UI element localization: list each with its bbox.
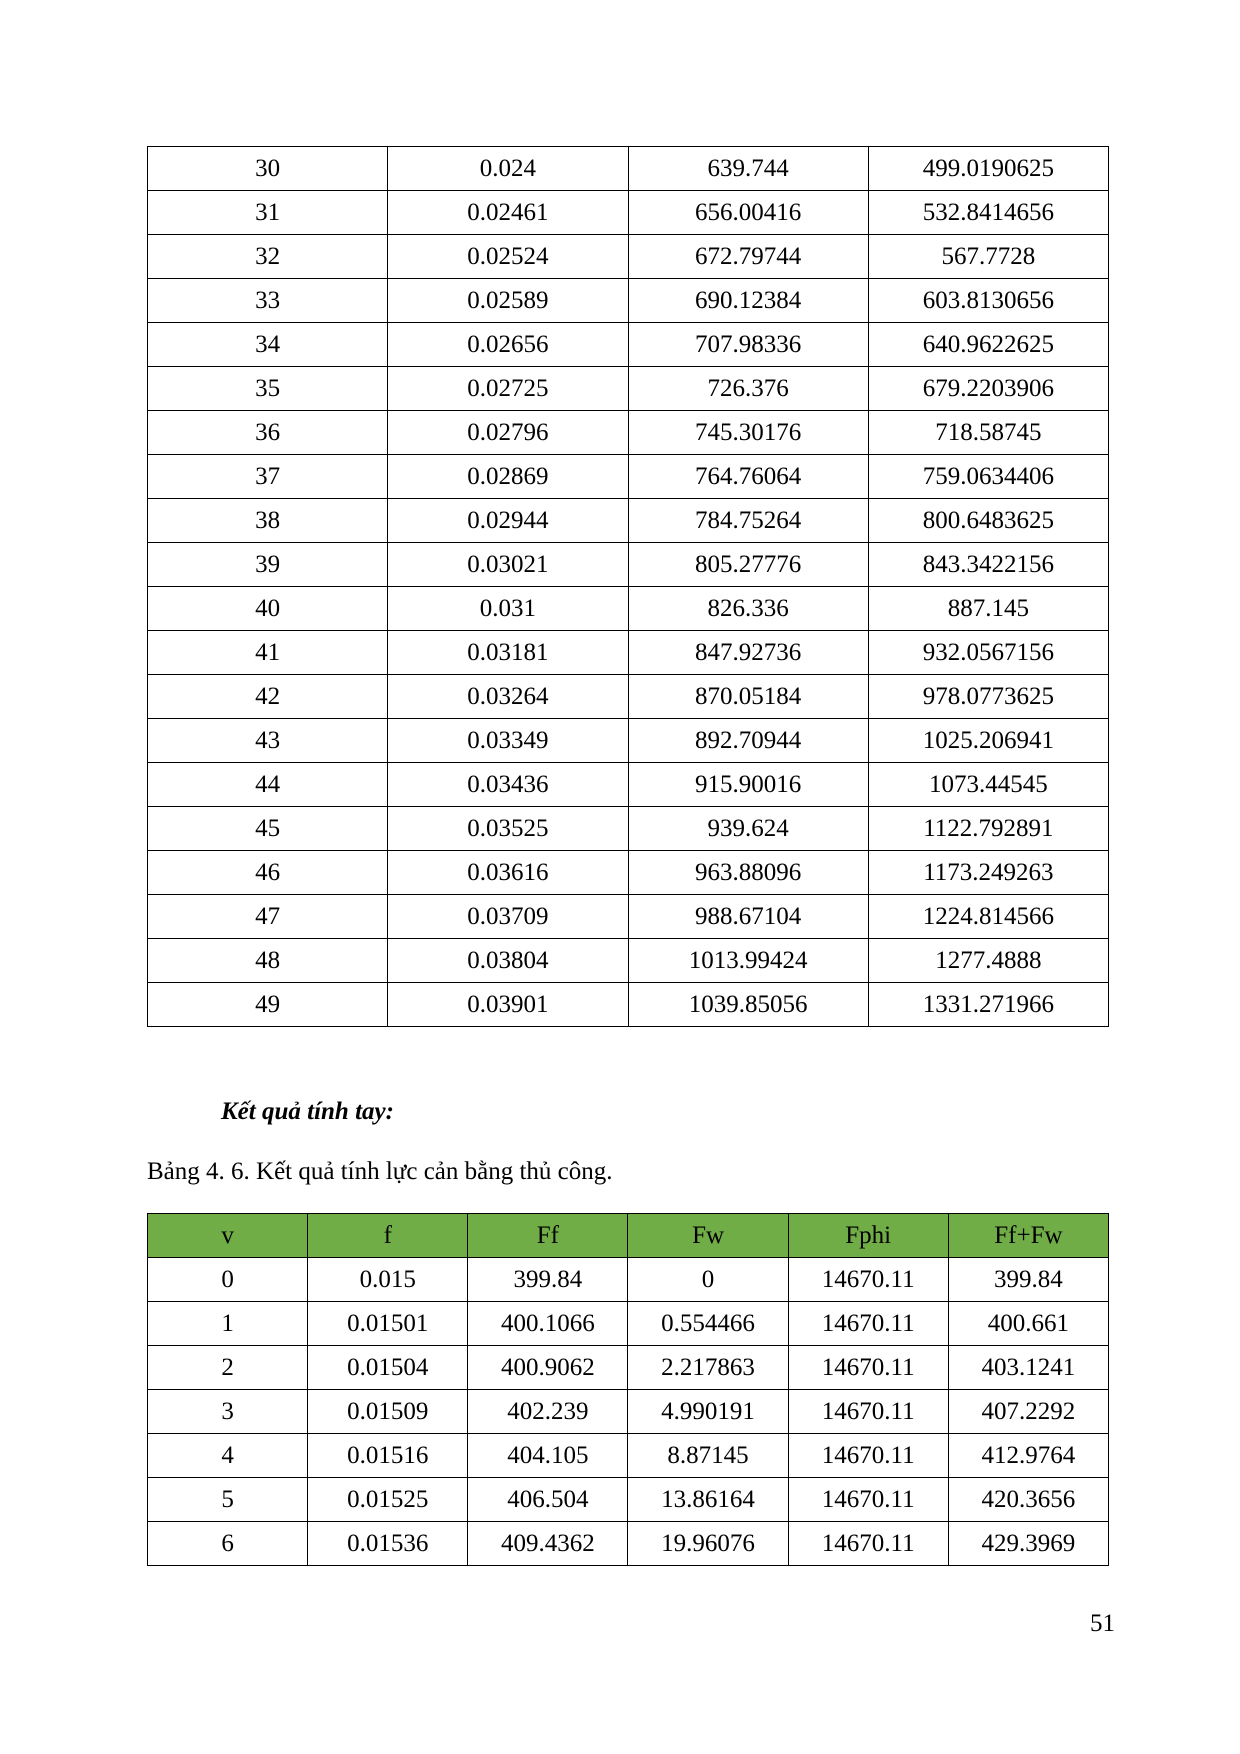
table-cell: 0 (148, 1258, 308, 1302)
table-caption: Bảng 4. 6. Kết quả tính lực cản bằng thủ công. (147, 1158, 613, 1185)
table-row (148, 851, 1109, 895)
table2-header (148, 1214, 1109, 1258)
table-cell: 847.92736 (628, 631, 868, 675)
table-row (148, 675, 1109, 719)
table-cell: 0.03181 (388, 631, 628, 675)
table-cell: 40 (148, 587, 388, 631)
table-cell: 402.239 (468, 1390, 628, 1434)
table-cell: 6 (148, 1522, 308, 1566)
table-cell: 3 (148, 1390, 308, 1434)
table-cell: 0.01536 (308, 1522, 468, 1566)
table-cell: 0.01525 (308, 1478, 468, 1522)
table-cell: 48 (148, 939, 388, 983)
table-cell: 38 (148, 499, 388, 543)
table-cell: 932.0567156 (868, 631, 1108, 675)
table-cell: 0.02524 (388, 235, 628, 279)
table-row (148, 191, 1109, 235)
column-header: Fphi (788, 1214, 948, 1258)
table-row (148, 1346, 1109, 1390)
table-cell: 0.01501 (308, 1302, 468, 1346)
column-header: Ff (468, 1214, 628, 1258)
table-cell: 726.376 (628, 367, 868, 411)
table-cell: 399.84 (948, 1258, 1108, 1302)
table-cell: 407.2292 (948, 1390, 1108, 1434)
table-cell: 4 (148, 1434, 308, 1478)
table-cell: 988.67104 (628, 895, 868, 939)
table-cell: 639.744 (628, 147, 868, 191)
table-row (148, 279, 1109, 323)
table-cell: 0.02656 (388, 323, 628, 367)
table-row (148, 543, 1109, 587)
table-cell: 0.02869 (388, 455, 628, 499)
table-cell: 41 (148, 631, 388, 675)
table-cell: 1073.44545 (868, 763, 1108, 807)
table-cell: 1039.85056 (628, 983, 868, 1027)
table-cell: 1 (148, 1302, 308, 1346)
page-number: 51 (1090, 1610, 1115, 1637)
table-cell: 403.1241 (948, 1346, 1108, 1390)
table1-body (148, 147, 1109, 1027)
table-cell: 0.554466 (628, 1302, 788, 1346)
table-cell: 0.01516 (308, 1434, 468, 1478)
table-cell: 45 (148, 807, 388, 851)
table-cell: 14670.11 (788, 1478, 948, 1522)
table-cell: 892.70944 (628, 719, 868, 763)
table-cell: 1224.814566 (868, 895, 1108, 939)
table-cell: 0.02725 (388, 367, 628, 411)
table-cell: 409.4362 (468, 1522, 628, 1566)
table-cell: 826.336 (628, 587, 868, 631)
table-cell: 0 (628, 1258, 788, 1302)
table-cell: 0.03616 (388, 851, 628, 895)
table-cell: 672.79744 (628, 235, 868, 279)
table-row (148, 1434, 1109, 1478)
table-cell: 0.01509 (308, 1390, 468, 1434)
table-cell: 34 (148, 323, 388, 367)
table-cell: 1122.792891 (868, 807, 1108, 851)
table-cell: 0.015 (308, 1258, 468, 1302)
table-cell: 8.87145 (628, 1434, 788, 1478)
table-cell: 412.9764 (948, 1434, 1108, 1478)
table-cell: 0.02589 (388, 279, 628, 323)
table-cell: 0.03709 (388, 895, 628, 939)
table-cell: 43 (148, 719, 388, 763)
table-row (148, 367, 1109, 411)
table-row (148, 411, 1109, 455)
table-cell: 978.0773625 (868, 675, 1108, 719)
table-row (148, 1390, 1109, 1434)
table-cell: 532.8414656 (868, 191, 1108, 235)
table-cell: 0.03264 (388, 675, 628, 719)
table-row (148, 235, 1109, 279)
section-heading: Kết quả tính tay: (221, 1098, 394, 1125)
table-cell: 13.86164 (628, 1478, 788, 1522)
table-cell: 0.03804 (388, 939, 628, 983)
column-header: f (308, 1214, 468, 1258)
table-cell: 640.9622625 (868, 323, 1108, 367)
table-cell: 0.03436 (388, 763, 628, 807)
table-row (148, 455, 1109, 499)
table-cell: 429.3969 (948, 1522, 1108, 1566)
data-table-continued (147, 146, 1109, 1027)
table-cell: 33 (148, 279, 388, 323)
table-row (148, 763, 1109, 807)
table-cell: 2.217863 (628, 1346, 788, 1390)
table-cell: 764.76064 (628, 455, 868, 499)
table-cell: 49 (148, 983, 388, 1027)
table-cell: 44 (148, 763, 388, 807)
column-header: Fw (628, 1214, 788, 1258)
table-cell: 0.02796 (388, 411, 628, 455)
table-cell: 14670.11 (788, 1390, 948, 1434)
table-cell: 887.145 (868, 587, 1108, 631)
table-row (148, 983, 1109, 1027)
table-cell: 567.7728 (868, 235, 1108, 279)
table-cell: 1013.99424 (628, 939, 868, 983)
table-cell: 406.504 (468, 1478, 628, 1522)
table-cell: 14670.11 (788, 1522, 948, 1566)
table-cell: 400.9062 (468, 1346, 628, 1390)
table-cell: 0.024 (388, 147, 628, 191)
column-header: v (148, 1214, 308, 1258)
table-cell: 42 (148, 675, 388, 719)
table-cell: 805.27776 (628, 543, 868, 587)
header-row (148, 1214, 1109, 1258)
table-cell: 404.105 (468, 1434, 628, 1478)
table-cell: 784.75264 (628, 499, 868, 543)
table-cell: 19.96076 (628, 1522, 788, 1566)
table-cell: 14670.11 (788, 1258, 948, 1302)
table-cell: 499.0190625 (868, 147, 1108, 191)
table-cell: 690.12384 (628, 279, 868, 323)
table-cell: 420.3656 (948, 1478, 1108, 1522)
table-cell: 32 (148, 235, 388, 279)
table-row (148, 147, 1109, 191)
table-cell: 0.03525 (388, 807, 628, 851)
table-row (148, 1522, 1109, 1566)
table-cell: 745.30176 (628, 411, 868, 455)
table-cell: 36 (148, 411, 388, 455)
table-row (148, 1258, 1109, 1302)
table-row (148, 939, 1109, 983)
resistance-table (147, 1213, 1109, 1566)
table-cell: 870.05184 (628, 675, 868, 719)
table-cell: 1331.271966 (868, 983, 1108, 1027)
table-cell: 656.00416 (628, 191, 868, 235)
table-row (148, 895, 1109, 939)
column-header: Ff+Fw (948, 1214, 1108, 1258)
table-row (148, 587, 1109, 631)
table-cell: 35 (148, 367, 388, 411)
table-row (148, 631, 1109, 675)
table-cell: 759.0634406 (868, 455, 1108, 499)
table-cell: 2 (148, 1346, 308, 1390)
table-cell: 718.58745 (868, 411, 1108, 455)
table-cell: 4.990191 (628, 1390, 788, 1434)
table-cell: 0.02944 (388, 499, 628, 543)
table-row (148, 323, 1109, 367)
table-cell: 14670.11 (788, 1302, 948, 1346)
table-cell: 39 (148, 543, 388, 587)
table-cell: 5 (148, 1478, 308, 1522)
table-cell: 1277.4888 (868, 939, 1108, 983)
table-cell: 0.01504 (308, 1346, 468, 1390)
table-cell: 0.03901 (388, 983, 628, 1027)
table-cell: 843.3422156 (868, 543, 1108, 587)
table-cell: 915.90016 (628, 763, 868, 807)
table-cell: 0.03349 (388, 719, 628, 763)
table-cell: 707.98336 (628, 323, 868, 367)
table-row (148, 1302, 1109, 1346)
table-cell: 399.84 (468, 1258, 628, 1302)
table-cell: 1025.206941 (868, 719, 1108, 763)
table-cell: 47 (148, 895, 388, 939)
table-cell: 46 (148, 851, 388, 895)
table-cell: 400.661 (948, 1302, 1108, 1346)
table-row (148, 807, 1109, 851)
table-cell: 0.031 (388, 587, 628, 631)
table-cell: 31 (148, 191, 388, 235)
table-cell: 0.02461 (388, 191, 628, 235)
table-row (148, 499, 1109, 543)
table-cell: 963.88096 (628, 851, 868, 895)
table-cell: 1173.249263 (868, 851, 1108, 895)
table-cell: 14670.11 (788, 1434, 948, 1478)
table-row (148, 1478, 1109, 1522)
table-cell: 37 (148, 455, 388, 499)
table-cell: 400.1066 (468, 1302, 628, 1346)
table2-body (148, 1258, 1109, 1566)
table-cell: 0.03021 (388, 543, 628, 587)
table-cell: 800.6483625 (868, 499, 1108, 543)
table-cell: 679.2203906 (868, 367, 1108, 411)
table-cell: 14670.11 (788, 1346, 948, 1390)
table-cell: 30 (148, 147, 388, 191)
table-row (148, 719, 1109, 763)
table-cell: 603.8130656 (868, 279, 1108, 323)
table-cell: 939.624 (628, 807, 868, 851)
